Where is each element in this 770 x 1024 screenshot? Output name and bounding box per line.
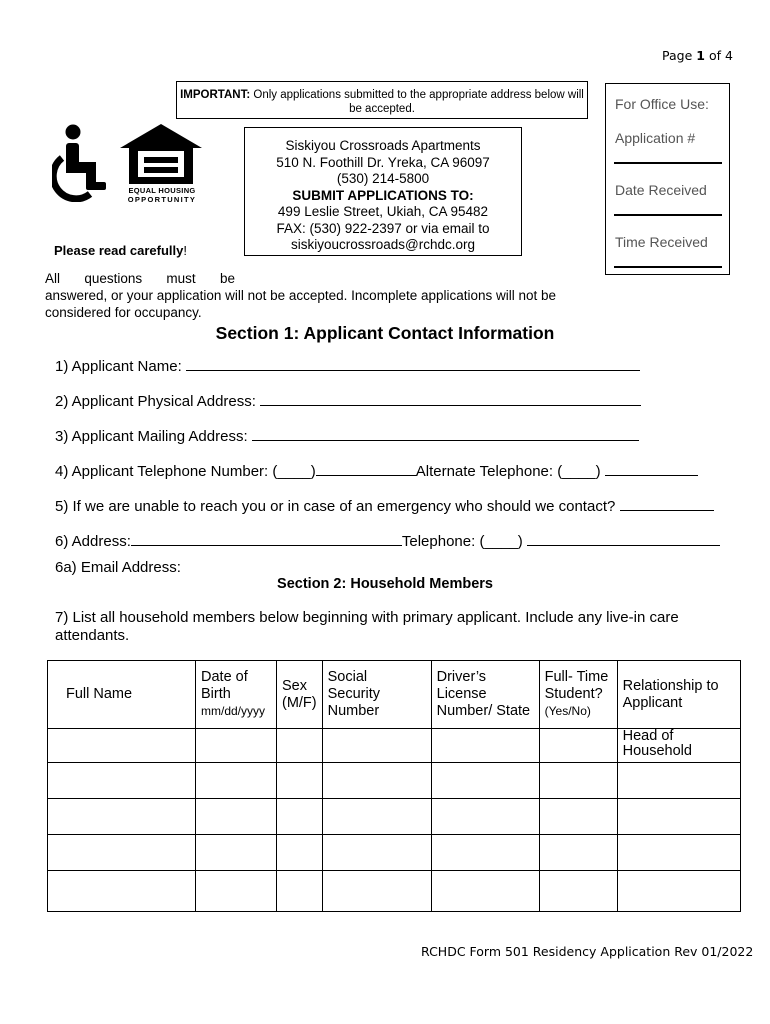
office-use-box xyxy=(605,83,730,275)
physical-address-field[interactable] xyxy=(260,391,641,406)
section2-title: Section 2: Household Members xyxy=(277,576,493,592)
table-header-row xyxy=(48,661,741,729)
header-text: Birth xyxy=(201,686,231,702)
cell-ssn[interactable] xyxy=(322,729,431,763)
question-email xyxy=(55,559,181,576)
application-number-label: Application # xyxy=(615,130,696,146)
alternate-telephone-label: Alternate Telephone: (____) xyxy=(415,463,601,480)
header-text: License xyxy=(436,686,487,702)
cell-date-of-birth[interactable] xyxy=(196,729,277,763)
header-relationship xyxy=(617,661,740,729)
property-phone: (530) 214-5800 xyxy=(336,171,430,186)
header-text: Security xyxy=(327,686,381,702)
header-text: Sex xyxy=(282,677,307,694)
cell-full-time-student[interactable] xyxy=(539,871,617,912)
cell-relationship[interactable] xyxy=(617,729,740,763)
page-current: 1 xyxy=(696,48,705,63)
contact-telephone-label: Telephone: (____) xyxy=(401,533,523,550)
header-text: Number/ State xyxy=(436,703,531,719)
relationship-text: Household xyxy=(622,743,692,759)
cell-drivers-license[interactable] xyxy=(431,835,539,871)
important-notice xyxy=(176,81,588,119)
household-members-table xyxy=(47,660,741,912)
page-of: of 4 xyxy=(708,48,733,63)
question-contact-address xyxy=(55,531,720,550)
read-carefully-bold: Please read carefully xyxy=(54,243,184,258)
cell-sex[interactable] xyxy=(277,871,323,912)
page-label: Page xyxy=(662,48,693,63)
equal-housing-caption xyxy=(126,186,198,204)
header-text: Social xyxy=(327,669,368,685)
important-label: IMPORTANT: xyxy=(180,89,251,101)
intro-line3: considered for occupancy. xyxy=(45,305,202,320)
question-label: 6) Address: xyxy=(55,533,131,550)
question-emergency-contact xyxy=(55,496,714,515)
cell-drivers-license[interactable] xyxy=(431,871,539,912)
table-row xyxy=(48,729,741,763)
question-label: 3) Applicant Mailing Address: xyxy=(55,428,248,445)
cell-full-name[interactable] xyxy=(48,871,196,912)
table-row xyxy=(48,799,741,835)
header-sex xyxy=(277,661,323,729)
important-text: Only applications submitted to the appropriate address below will be accepted. xyxy=(253,89,584,115)
wheelchair-icon xyxy=(52,124,114,202)
cell-full-name[interactable] xyxy=(48,729,196,763)
question-mailing-address xyxy=(55,426,639,445)
intro-line1 xyxy=(45,270,235,287)
submit-email[interactable]: siskiyoucrossroads@rchdc.org xyxy=(290,237,476,252)
header-date-of-birth xyxy=(196,661,277,729)
question-label: 5) If we are unable to reach you or in case of an emergency who should we contact? xyxy=(55,498,616,515)
question-label: 4) Applicant Telephone Number: (____) xyxy=(55,463,316,480)
cell-full-time-student[interactable] xyxy=(539,729,617,763)
time-received-label: Time Received xyxy=(615,234,708,250)
cell-full-time-student[interactable] xyxy=(539,835,617,871)
relationship-text: Head of xyxy=(622,728,674,744)
cell-full-name[interactable] xyxy=(48,799,196,835)
cell-ssn[interactable] xyxy=(322,871,431,912)
equal-housing-line2: OPPORTUNITY xyxy=(127,195,197,204)
cell-ssn[interactable] xyxy=(322,799,431,835)
cell-sex[interactable] xyxy=(277,835,323,871)
cell-date-of-birth[interactable] xyxy=(196,799,277,835)
question-physical-address xyxy=(55,391,641,410)
question-telephone xyxy=(55,461,698,480)
equal-housing-line1: EQUAL HOUSING xyxy=(128,186,196,195)
cell-date-of-birth[interactable] xyxy=(196,871,277,912)
cell-relationship[interactable] xyxy=(617,799,740,835)
header-text: Student? xyxy=(544,686,603,702)
cell-sex[interactable] xyxy=(277,799,323,835)
header-text: Date of xyxy=(201,669,248,685)
cell-sex[interactable] xyxy=(277,729,323,763)
intro-line2: answered, or your application will not be accepted. Incomplete applications will not be xyxy=(45,288,557,303)
cell-sex[interactable] xyxy=(277,763,323,799)
cell-full-name[interactable] xyxy=(48,835,196,871)
intro-word: be xyxy=(219,271,235,286)
date-received-label: Date Received xyxy=(615,182,707,198)
cell-ssn[interactable] xyxy=(322,835,431,871)
submission-address-box xyxy=(244,127,522,256)
cell-date-of-birth[interactable] xyxy=(196,835,277,871)
property-address: 510 N. Foothill Dr. Yreka, CA 96097 xyxy=(276,154,490,170)
header-text: Number xyxy=(327,703,380,719)
applicant-name-field[interactable] xyxy=(186,356,640,371)
submit-heading: SUBMIT APPLICATIONS TO: xyxy=(292,187,474,203)
equal-housing-icon xyxy=(120,124,202,188)
time-received-line[interactable] xyxy=(614,266,722,268)
emergency-contact-field[interactable] xyxy=(620,496,714,511)
cell-drivers-license[interactable] xyxy=(431,763,539,799)
cell-full-time-student[interactable] xyxy=(539,763,617,799)
contact-address-field[interactable] xyxy=(131,531,402,546)
cell-date-of-birth[interactable] xyxy=(196,763,277,799)
cell-relationship[interactable] xyxy=(617,871,740,912)
date-received-line[interactable] xyxy=(614,214,722,216)
header-text: Full- Time xyxy=(544,669,609,685)
header-text: (Yes/No) xyxy=(544,704,591,718)
mailing-address-field[interactable] xyxy=(252,426,639,441)
header-text: mm/dd/yyyy xyxy=(201,704,266,718)
table-row xyxy=(48,835,741,871)
section1-title: Section 1: Applicant Contact Information xyxy=(215,323,555,343)
question-applicant-name xyxy=(55,356,640,375)
intro-paragraph xyxy=(45,270,585,321)
contact-telephone-field[interactable] xyxy=(527,531,720,546)
question-label: 6a) Email Address: xyxy=(55,559,181,576)
header-text: Driver’s xyxy=(436,669,487,685)
cell-relationship[interactable] xyxy=(617,835,740,871)
submit-fax: FAX: (530) 922-2397 or via email to xyxy=(276,220,490,236)
table-row xyxy=(48,763,741,799)
intro-word: All xyxy=(45,271,61,286)
cell-relationship[interactable] xyxy=(617,763,740,799)
header-text: Relationship to xyxy=(622,677,719,694)
intro-word: must xyxy=(166,271,196,286)
cell-full-time-student[interactable] xyxy=(539,799,617,835)
question-label: 2) Applicant Physical Address: xyxy=(55,393,256,410)
form-footer: RCHDC Form 501 Residency Application Rev 01/2022 xyxy=(421,944,754,959)
alternate-telephone-field[interactable] xyxy=(605,461,698,476)
header-full-time-student xyxy=(539,661,617,729)
cell-ssn[interactable] xyxy=(322,763,431,799)
telephone-field[interactable] xyxy=(316,461,416,476)
question-household-members: 7) List all household members below beginning with primary applicant. Include any live-in care attendants. xyxy=(55,609,679,644)
property-name: Siskiyou Crossroads Apartments xyxy=(285,138,481,153)
submit-address: 499 Leslie Street, Ukiah, CA 95482 xyxy=(277,204,489,219)
header-drivers-license xyxy=(431,661,539,729)
cell-drivers-license[interactable] xyxy=(431,729,539,763)
table-row xyxy=(48,871,741,912)
header-text: Applicant xyxy=(622,694,683,711)
intro-word: questions xyxy=(84,271,143,286)
cell-full-name[interactable] xyxy=(48,763,196,799)
question-label: 1) Applicant Name: xyxy=(55,358,182,375)
cell-drivers-license[interactable] xyxy=(431,799,539,835)
header-text: (M/F) xyxy=(282,694,317,711)
read-carefully-tail: ! xyxy=(183,243,187,258)
header-ssn xyxy=(322,661,431,729)
office-use-title: For Office Use: xyxy=(615,96,709,112)
header-full-name: Full Name xyxy=(48,661,196,729)
page-number xyxy=(662,48,733,63)
read-carefully-note xyxy=(54,243,187,258)
application-number-line[interactable] xyxy=(614,162,722,164)
